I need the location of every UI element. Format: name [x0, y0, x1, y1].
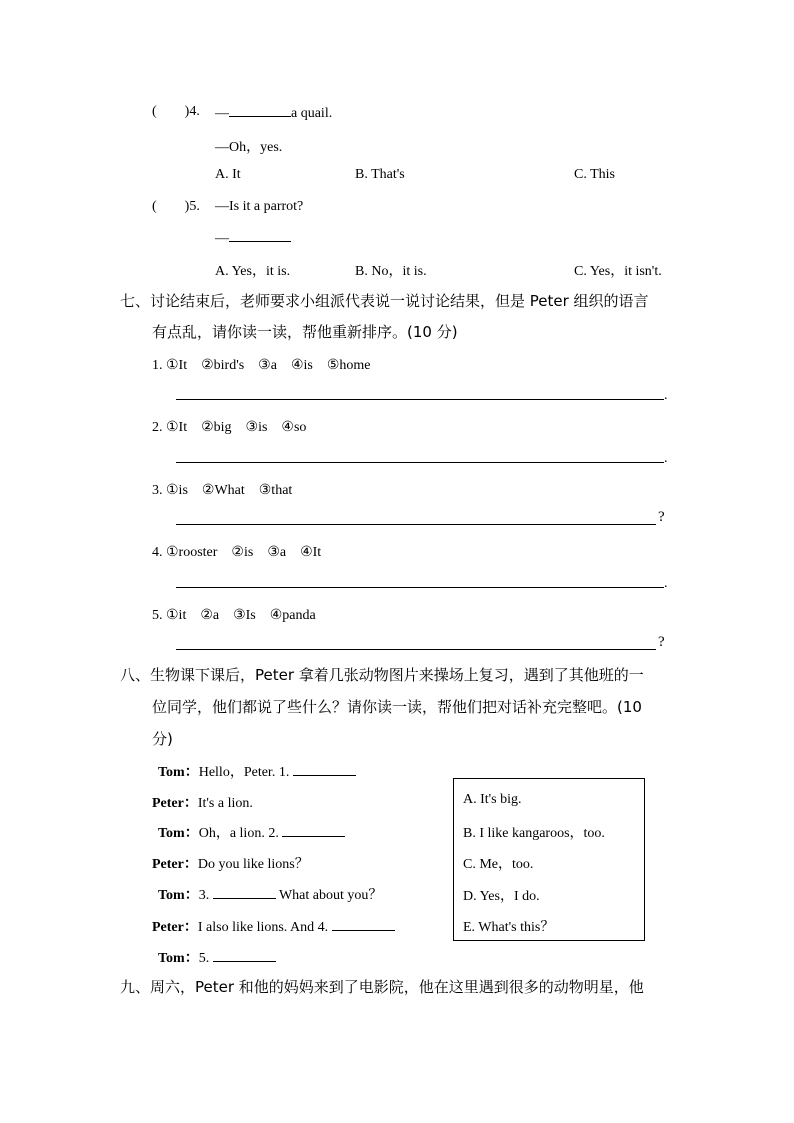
q5-option-a: A. Yes，it is. [215, 264, 291, 279]
q4-number: ( )4. [152, 104, 200, 119]
dialog-line: Tom：Hello，Peter. 1. [158, 761, 356, 781]
q5-answer: — [215, 229, 291, 247]
reorder-item: 5. ①it ②a ③Is ④panda [152, 608, 316, 623]
dialog-line: Tom：Oh，a lion. 2. [158, 822, 345, 842]
answer-line[interactable] [176, 462, 664, 463]
section8-heading: 八、生物课下课后，Peter 拿着几张动物图片来操场上复习，遇到了其他班的一 [120, 666, 644, 684]
q5-option-b: B. No，it is. [355, 264, 427, 279]
answer-blank[interactable] [229, 104, 291, 117]
q4-option-b: B. That's [355, 167, 405, 182]
reorder-item: 1. ①It ②bird's ③a ④is ⑤home [152, 358, 371, 373]
dialog-line: Peter：I also like lions. And 4. [152, 916, 395, 936]
answer-blank[interactable] [332, 918, 395, 931]
line-end: ? [658, 509, 665, 525]
reorder-item: 2. ①It ②big ③is ④so [152, 420, 307, 435]
line-end: . [664, 576, 668, 591]
answer-line[interactable] [176, 587, 664, 588]
answer-blank[interactable] [213, 886, 276, 899]
option-c: C. Me，too. [463, 857, 534, 872]
section8-heading-cont: 位同学，他们都说了些什么？请你读一读，帮他们把对话补充完整吧。(10 [152, 698, 642, 716]
section8-heading-cont2: 分) [152, 730, 173, 748]
dialog-line: Peter：Do you like lions？ [152, 857, 309, 872]
q4-option-a: A. It [215, 167, 241, 182]
answer-line[interactable] [176, 399, 664, 400]
line-end: ? [658, 634, 665, 650]
section7-heading-cont: 有点乱，请你读一读，帮他重新排序。(10 分) [152, 323, 458, 341]
q4-question: — a quail. [215, 106, 333, 121]
reorder-item: 4. ①rooster ②is ③a ④It [152, 545, 322, 560]
answer-blank[interactable] [213, 949, 276, 962]
option-e: E. What's this？ [463, 920, 555, 935]
q4-reply: —Oh，yes. [215, 140, 283, 155]
dialog-line: Tom：5. [158, 947, 276, 967]
q5-number: ( )5. [152, 199, 200, 214]
answer-line[interactable] [176, 524, 656, 525]
dialog-line: Peter：It's a lion. [152, 796, 253, 811]
section9-heading: 九、周六，Peter 和他的妈妈来到了电影院，他在这里遇到很多的动物明星，他 [120, 978, 644, 996]
option-d: D. Yes，I do. [463, 889, 540, 904]
answer-line[interactable] [176, 649, 656, 650]
dialog-line: Tom：3. What about you？ [158, 888, 383, 903]
section7-heading: 七、讨论结束后，老师要求小组派代表说一说讨论结果，但是 Peter 组织的语言 [120, 292, 649, 310]
line-end: . [664, 451, 668, 466]
answer-blank[interactable] [282, 824, 345, 837]
line-end: . [664, 388, 668, 403]
answer-blank[interactable] [229, 229, 291, 242]
answer-blank[interactable] [293, 763, 356, 776]
option-a: A. It's big. [463, 792, 522, 807]
reorder-item: 3. ①is ②What ③that [152, 483, 293, 498]
q5-question: —Is it a parrot? [215, 199, 304, 214]
option-b: B. I like kangaroos，too. [463, 826, 605, 841]
q5-option-c: C. Yes，it isn't. [574, 264, 662, 279]
q4-option-c: C. This [574, 167, 615, 182]
